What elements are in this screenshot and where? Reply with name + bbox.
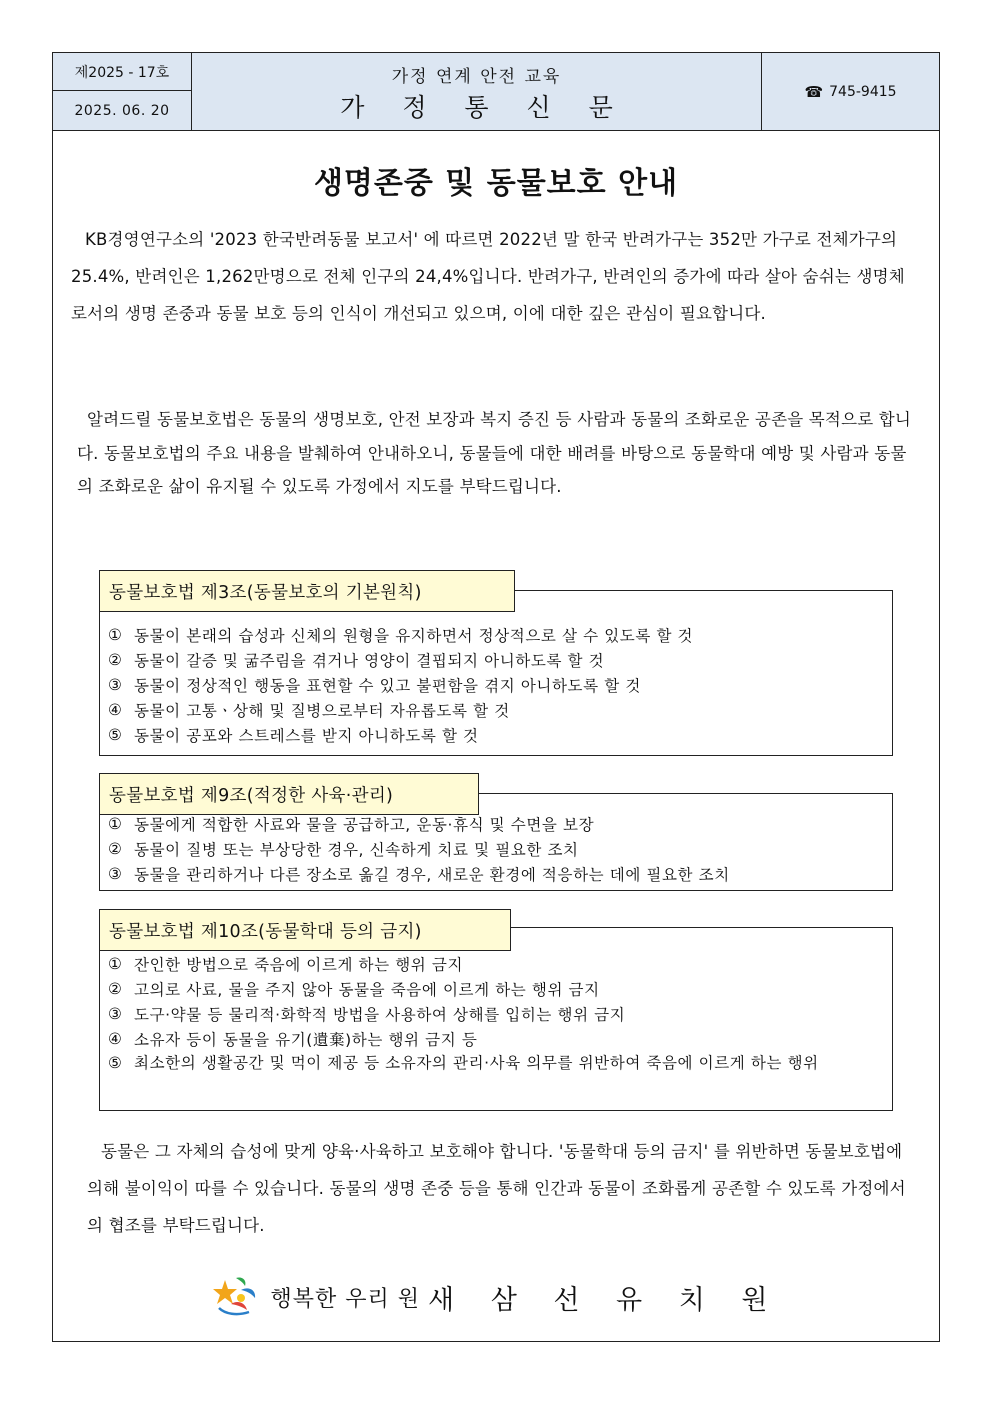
law-items-article-10 — [108, 951, 886, 1076]
closing-paragraph: 동물은 그 자체의 습성에 맞게 양육·사육하고 보호해야 합니다. '동물학대 등의 금지' 를 위반하면 동물보호법에 의해 불이익이 따를 수 있습니다. 동물의 생명 존중 등을 통해 인간과 동물이 조화롭게 공존할 수 있도록 가정에서의 협조를 부탁드립니다. — [87, 1142, 906, 1235]
list-item: ⑤ 동물이 공포와 스트레스를 받지 아니하도록 할 것 — [108, 725, 479, 745]
footer-prefix: 행복한 우리 원 — [270, 1286, 421, 1312]
kindergarten-logo-icon — [211, 1274, 259, 1320]
list-item: ③ 동물을 관리하거나 다른 장소로 옮길 경우, 새로운 환경에 적응하는 데에 필요한 조치 — [108, 864, 730, 884]
newsletter-frame — [52, 52, 940, 1342]
list-item: ② 동물이 갈증 및 굶주림을 겪거나 영양이 결핍되지 아니하도록 할 것 — [108, 650, 605, 670]
law-title-article-10: 동물보호법 제10조(동물학대 등의 금지) — [99, 909, 511, 951]
law-title-article-3: 동물보호법 제3조(동물보호의 기본원칙) — [99, 570, 515, 612]
footer — [53, 1273, 939, 1321]
header-subtitle: 가정 연계 안전 교육 — [391, 66, 562, 87]
law-items-article-3 — [108, 622, 886, 747]
intro-paragraph-1: KB경영연구소의 '2023 한국반려동물 보고서' 에 따르면 2022년 말 한국 반려가구는 352만 가구로 전체가구의 25.4%, 반려인은 1,262만명으로 전체 인구의 24,4%입니다. 반려가구, 반려인의 증가에 따라 살아 숨쉬는 생명체로서의 생명 존중과 동물 보호 등의 인식이 개선되고 있으며, 이에 대한 깊은 관심이 필요합니다. — [71, 230, 905, 323]
header-title: 가 정 통 신 문 — [340, 92, 628, 122]
phone-number: 745-9415 — [829, 83, 897, 100]
intro-paragraph-2: 알려드릴 동물보호법은 동물의 생명보호, 안전 보장과 복지 증진 등 사람과 동물의 조화로운 공존을 목적으로 합니다. 동물보호법의 주요 내용을 발췌하여 안내하오니, 동물들에 대한 배려를 바탕으로 동물학대 예방 및 사람과 동물의 조화로운 삶이 유지될 수 있도록 가정에서 지도를 부탁드립니다. — [77, 410, 912, 496]
newsletter-header — [53, 53, 939, 131]
phone-contact — [762, 53, 939, 130]
list-item: ③ 동물이 정상적인 행동을 표현할 수 있고 불편함을 겪지 아니하도록 할 것 — [108, 675, 641, 695]
list-item: ⑤ 최소한의 생활공간 및 먹이 제공 등 소유자의 관리·사육 의무를 위반하여 죽음에 이르게 하는 행위 — [108, 1054, 819, 1072]
list-item: ① 동물이 본래의 습성과 신체의 원형을 유지하면서 정상적으로 살 수 있도록 할 것 — [108, 625, 694, 645]
law-box-article-3 — [99, 590, 893, 756]
law-box-article-10 — [99, 927, 893, 1111]
kindergarten-name: 새 삼 선 유 치 원 — [428, 1284, 782, 1316]
document-title: 생명존중 및 동물보호 안내 — [313, 166, 679, 201]
issue-date: 2025. 06. 20 — [53, 91, 192, 130]
list-item: ③ 도구·약물 등 물리적·화학적 방법을 사용하여 상해를 입히는 행위 금지 — [108, 1004, 626, 1024]
list-item: ④ 소유자 등이 동물을 유기(遺棄)하는 행위 금지 등 — [108, 1029, 478, 1049]
header-title-block — [192, 53, 762, 130]
law-items-article-9 — [108, 811, 886, 886]
list-item: ② 고의로 사료, 물을 주지 않아 동물을 죽음에 이르게 하는 행위 금지 — [108, 979, 600, 999]
list-item: ① 동물에게 적합한 사료와 물을 공급하고, 운동·휴식 및 수면을 보장 — [108, 814, 595, 834]
list-item: ④ 동물이 고통ㆍ상해 및 질병으로부터 자유롭도록 할 것 — [108, 700, 510, 720]
list-item: ① 잔인한 방법으로 죽음에 이르게 하는 행위 금지 — [108, 954, 464, 974]
law-title-article-9: 동물보호법 제9조(적정한 사육·관리) — [99, 773, 479, 815]
list-item: ② 동물이 질병 또는 부상당한 경우, 신속하게 치료 및 필요한 조치 — [108, 839, 579, 859]
issue-number: 제2025 - 17호 — [53, 53, 192, 91]
telephone-icon: ☎ — [804, 82, 824, 101]
